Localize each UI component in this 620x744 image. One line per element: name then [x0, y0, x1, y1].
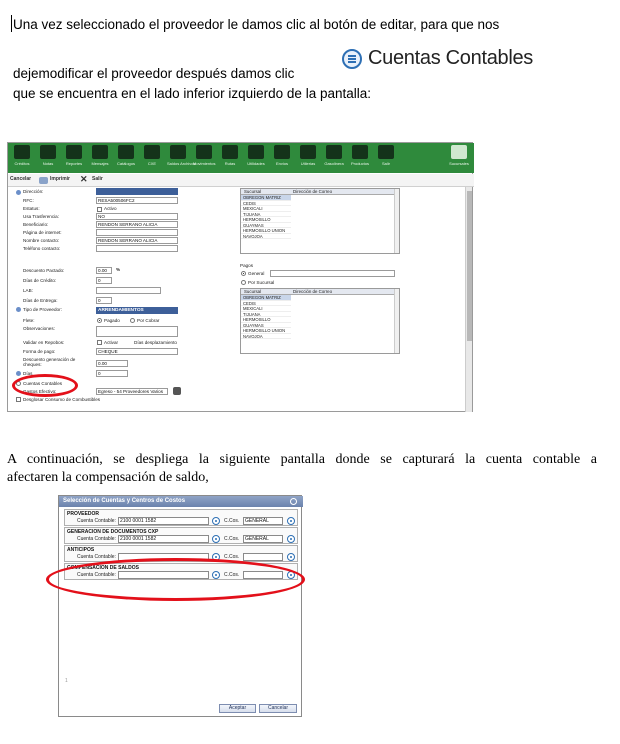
toolbar-button[interactable] — [37, 145, 59, 171]
field-input[interactable]: NO — [96, 213, 178, 220]
main-toolbar — [8, 143, 474, 173]
grid-row[interactable]: OBREGON MATRIZ — [241, 195, 291, 201]
toolbar-icon — [274, 145, 290, 159]
toolbar-icon — [222, 145, 238, 159]
toolbar-label: Utilidades — [247, 161, 265, 166]
grid-row[interactable]: NAVOJOA — [241, 234, 291, 240]
flete-por-cobrar-label: Por Cobrar — [137, 318, 160, 323]
repobos-checkbox[interactable] — [97, 340, 102, 345]
section-title: ANTICIPOS — [67, 547, 95, 553]
dias-desplazamiento-label: Días desplazamiento — [134, 340, 177, 345]
descuento-cheques-input[interactable]: 0.00 — [96, 360, 128, 367]
toolbar-label: Créditos — [14, 161, 30, 166]
field-input[interactable]: 0.00 — [96, 267, 112, 274]
toolbar-icon — [326, 145, 342, 159]
grid-row[interactable]: OBREGON MATRIZ — [241, 295, 291, 301]
doc-paragraph2-line-2: afectaren la compensación de saldo, — [7, 470, 209, 485]
toolbar-icon — [352, 145, 368, 159]
toolbar-button[interactable] — [375, 145, 397, 171]
account-section — [64, 527, 298, 544]
toolbar-button[interactable] — [115, 145, 137, 171]
field-label: Descuento Pactado: — [23, 268, 65, 273]
grid-row[interactable]: GUAYMAS — [241, 323, 291, 329]
ccos-label: C.Cos. — [224, 572, 240, 578]
pagos-general-radio[interactable] — [241, 271, 246, 276]
tipo-proveedor-value: ARRENDAMIENTOS — [96, 307, 178, 314]
field-value: Activo — [104, 206, 117, 211]
toolbar-icon — [300, 145, 316, 159]
pagos-sucursal-label: Por Sucursal — [248, 280, 275, 285]
toolbar-label: Utilerias — [300, 161, 316, 166]
field-input[interactable]: RESA500506FC2 — [96, 197, 178, 204]
toolbar-icon — [40, 145, 56, 159]
toolbar-icon — [248, 145, 264, 159]
toolbar-icon — [144, 145, 160, 159]
toolbar-button[interactable] — [271, 145, 293, 171]
forma-pago-select[interactable]: CHEQUE — [96, 348, 178, 355]
cuenta-label: Cuenta Contable: — [77, 518, 116, 524]
close-icon: ✕ — [80, 174, 88, 184]
window-scrollbar[interactable] — [465, 187, 472, 412]
toolbar-icon — [92, 145, 108, 159]
flete-por-cobrar-radio[interactable] — [130, 318, 135, 323]
doc-paragraph-line-3: que se encuentra en el lado inferior izquierdo de la pantalla: — [13, 86, 371, 101]
descuento-cheques-label: Descuento generación de cheques: — [23, 357, 76, 367]
pagos-general-label: General — [248, 271, 265, 276]
toolbar-icon — [118, 145, 134, 159]
field-input[interactable]: RENDON SERRANO ALICIA — [96, 237, 178, 244]
sucursales-grid-1 — [240, 188, 400, 254]
text-cursor — [11, 15, 12, 32]
grid-row[interactable]: MEXICALI — [241, 306, 291, 312]
toolbar-button[interactable] — [323, 145, 345, 171]
ccos-label: C.Cos. — [224, 536, 240, 542]
toolbar-icon — [196, 145, 212, 159]
toolbar-label: Catálogos — [116, 161, 135, 166]
grid-row[interactable]: MEXICALI — [241, 206, 291, 212]
section-title: COMPENSACION DE SALDOS — [67, 565, 139, 571]
accept-button[interactable]: Aceptar — [219, 704, 256, 713]
field-input[interactable] — [96, 287, 161, 294]
dias-label: Días — [23, 371, 33, 376]
toolbar-button[interactable] — [349, 145, 371, 171]
cuentas-contables-button-image: Cuentas Contables — [368, 47, 534, 69]
doc-paragraph-line-2: dejemodificar el proveedor después damos clic — [13, 66, 295, 81]
field-label: LAB: — [23, 288, 33, 293]
grid-row[interactable]: HERMOSILLO UNION — [241, 228, 291, 234]
observaciones-input[interactable] — [96, 326, 178, 337]
expand-icon — [16, 371, 21, 376]
toolbar-icon — [378, 145, 394, 159]
cuentas-dialog-screenshot — [58, 495, 302, 717]
field-label: Nombre contacto: — [23, 238, 60, 243]
toolbar-label: Mensajes — [91, 161, 109, 166]
flete-label: Flete: — [23, 318, 35, 323]
print-button[interactable]: Imprimir — [50, 176, 71, 182]
grid-row[interactable]: TIJUANA — [241, 312, 291, 318]
toolbar-button[interactable] — [167, 145, 196, 171]
toolbar-label: Rutas — [224, 161, 236, 166]
toolbar-icon — [66, 145, 82, 159]
field-input[interactable]: RENDON SERRANO ALICIA — [96, 221, 178, 228]
toolbar-button[interactable] — [297, 145, 319, 171]
toolbar-icon — [451, 145, 467, 159]
account-section — [64, 509, 298, 526]
cuentas-contables-button[interactable]: Cuentas Contables — [23, 381, 63, 386]
repobos-activar-label: Activar — [104, 340, 119, 345]
grid-row[interactable]: CEDIS — [241, 301, 291, 307]
flete-pagado-radio[interactable] — [97, 318, 102, 323]
pagos-title: Pagos — [240, 263, 254, 268]
tipo-proveedor-label: Tipo de Proveedor: — [23, 307, 62, 312]
forma-pago-label: Forma de pago: — [23, 349, 56, 354]
repobos-label: Validar en Repobos: — [23, 340, 65, 345]
direccion-bar — [96, 188, 178, 195]
desglose-checkbox[interactable] — [16, 397, 21, 402]
grid-header-correo: Dirección de Correo — [293, 189, 333, 194]
toolbar-button[interactable] — [11, 145, 33, 171]
doc-paragraph-line-1: Una vez seleccionado el proveedor le damos clic al botón de editar, para que nos — [13, 17, 500, 32]
toolbar-label: Gasolinera — [324, 161, 344, 166]
toolbar-label: Salir — [381, 161, 390, 166]
field-label: RFC: — [23, 198, 34, 203]
grid-row[interactable]: TIJUANA — [241, 212, 291, 218]
ccos-label: C.Cos. — [224, 554, 240, 560]
dialog-title: Selección de Cuentas y Centros de Costos — [59, 496, 303, 507]
toolbar-button[interactable] — [89, 145, 111, 171]
field-label: Días de Crédito: — [23, 278, 57, 283]
ccos-label: C.Cos. — [224, 518, 240, 524]
toolbar-label: Saldos Archivos — [167, 161, 196, 166]
toolbar-label: Movimientos — [193, 161, 216, 166]
pagos-general-input[interactable] — [270, 270, 395, 277]
cancel-button[interactable]: Cancelar — [10, 176, 32, 182]
estatus-checkbox[interactable] — [97, 207, 102, 212]
toolbar-icon — [170, 145, 186, 159]
field-input[interactable] — [96, 245, 178, 252]
dias-input[interactable]: 0 — [96, 370, 128, 377]
action-bar — [8, 174, 474, 187]
grid-header-correo: Dirección de Correo — [293, 289, 333, 294]
grid-row[interactable]: GUAYMAS — [241, 223, 291, 229]
toolbar-label: Sucursales — [449, 161, 469, 166]
grid-row[interactable]: HERMOSILLO UNION — [241, 328, 291, 334]
toolbar-button[interactable] — [219, 145, 241, 171]
flete-pagado-label: Pagado — [104, 318, 120, 323]
eye-icon[interactable] — [212, 517, 220, 525]
eye-icon[interactable] — [287, 517, 295, 525]
field-input[interactable]: 0 — [96, 297, 112, 304]
toolbar-label: Envios — [275, 161, 288, 166]
grid-row[interactable]: HERMOSILLO — [241, 217, 291, 223]
grid-header-sucursal: Sucursal — [244, 289, 262, 294]
eye-icon[interactable] — [212, 535, 220, 543]
field-label: Página de internet: — [23, 230, 62, 235]
eye-icon[interactable] — [287, 553, 295, 561]
grid-header-sucursal: Sucursal — [244, 189, 262, 194]
field-label: Estatus: — [23, 206, 40, 211]
ccos-input[interactable]: GENERAL — [243, 535, 283, 543]
grid-row[interactable]: NAVOJOA — [241, 334, 291, 340]
gastos-select[interactable]: Egreso - 54 Proveedores Varios — [96, 388, 168, 395]
toolbar-icon — [14, 145, 30, 159]
eye-icon[interactable] — [287, 535, 295, 543]
highlight-oval — [12, 374, 78, 397]
cuenta-label: Cuenta Contable: — [77, 554, 116, 560]
ccos-input[interactable]: GENERAL — [243, 517, 283, 525]
exit-button[interactable]: Salir — [92, 176, 103, 182]
field-label: Beneficiario: — [23, 222, 49, 227]
grid-scrollbar[interactable] — [394, 289, 399, 353]
printer-icon — [39, 177, 48, 184]
expand-icon — [16, 190, 21, 195]
cuenta-input[interactable]: 2100 0001 1582 — [118, 517, 209, 525]
binoculars-icon[interactable] — [173, 387, 181, 395]
ccos-input[interactable] — [243, 553, 283, 561]
cuenta-label: Cuenta Contable: — [77, 572, 116, 578]
highlight-oval — [46, 558, 305, 601]
toolbar-button[interactable] — [245, 145, 267, 171]
provider-edit-screenshot — [7, 142, 473, 412]
scrollbar-thumb[interactable] — [467, 191, 472, 341]
toolbar-button[interactable] — [448, 145, 470, 171]
toolbar-label: Reportes — [65, 161, 83, 166]
toolbar-button[interactable] — [193, 145, 215, 171]
sucursales-grid-2 — [240, 288, 400, 354]
grid-row[interactable]: CEDIS — [241, 201, 291, 207]
toolbar-button[interactable] — [63, 145, 85, 171]
grid-row[interactable]: HERMOSILLO — [241, 317, 291, 323]
expand-icon — [16, 307, 21, 312]
cuenta-label: Cuenta Contable: — [77, 536, 116, 542]
cancel-button[interactable]: Cancelar — [259, 704, 297, 713]
section-title: PROVEEDOR — [67, 511, 99, 517]
toolbar-label: Notas — [42, 161, 54, 166]
toolbar-button[interactable] — [141, 145, 163, 171]
margin-mark: 1 — [65, 678, 68, 684]
field-input[interactable] — [96, 229, 178, 236]
toolbar-label: Productos — [350, 161, 369, 166]
list-icon — [342, 49, 362, 69]
observaciones-label: Observaciones: — [23, 326, 55, 331]
field-input[interactable]: 0 — [96, 277, 112, 284]
cuenta-input[interactable]: 2100 0001 1582 — [118, 535, 209, 543]
field-label: Teléfono contacto: — [23, 246, 61, 251]
field-suffix: % — [116, 267, 121, 272]
grid-scrollbar[interactable] — [394, 189, 399, 253]
section-title: GENERACION DE DOCUMENTOS CXP — [67, 529, 159, 535]
gastos-label: Gastos Efectivo: — [23, 389, 57, 394]
toolbar-label: CXE — [147, 161, 157, 166]
field-label: Usa Trasferencia: — [23, 214, 59, 219]
pagos-sucursal-radio[interactable] — [241, 280, 246, 285]
desglose-label: Desglosar Consumo de Combustibles — [23, 397, 101, 402]
close-icon[interactable] — [290, 498, 297, 505]
direccion-label: Dirección: — [23, 189, 44, 194]
field-label: Días de Entrega: — [23, 298, 58, 303]
doc-paragraph2-line-1: A continuación, se despliega la siguiente pantalla donde se capturará la cuenta contable a — [7, 452, 597, 467]
